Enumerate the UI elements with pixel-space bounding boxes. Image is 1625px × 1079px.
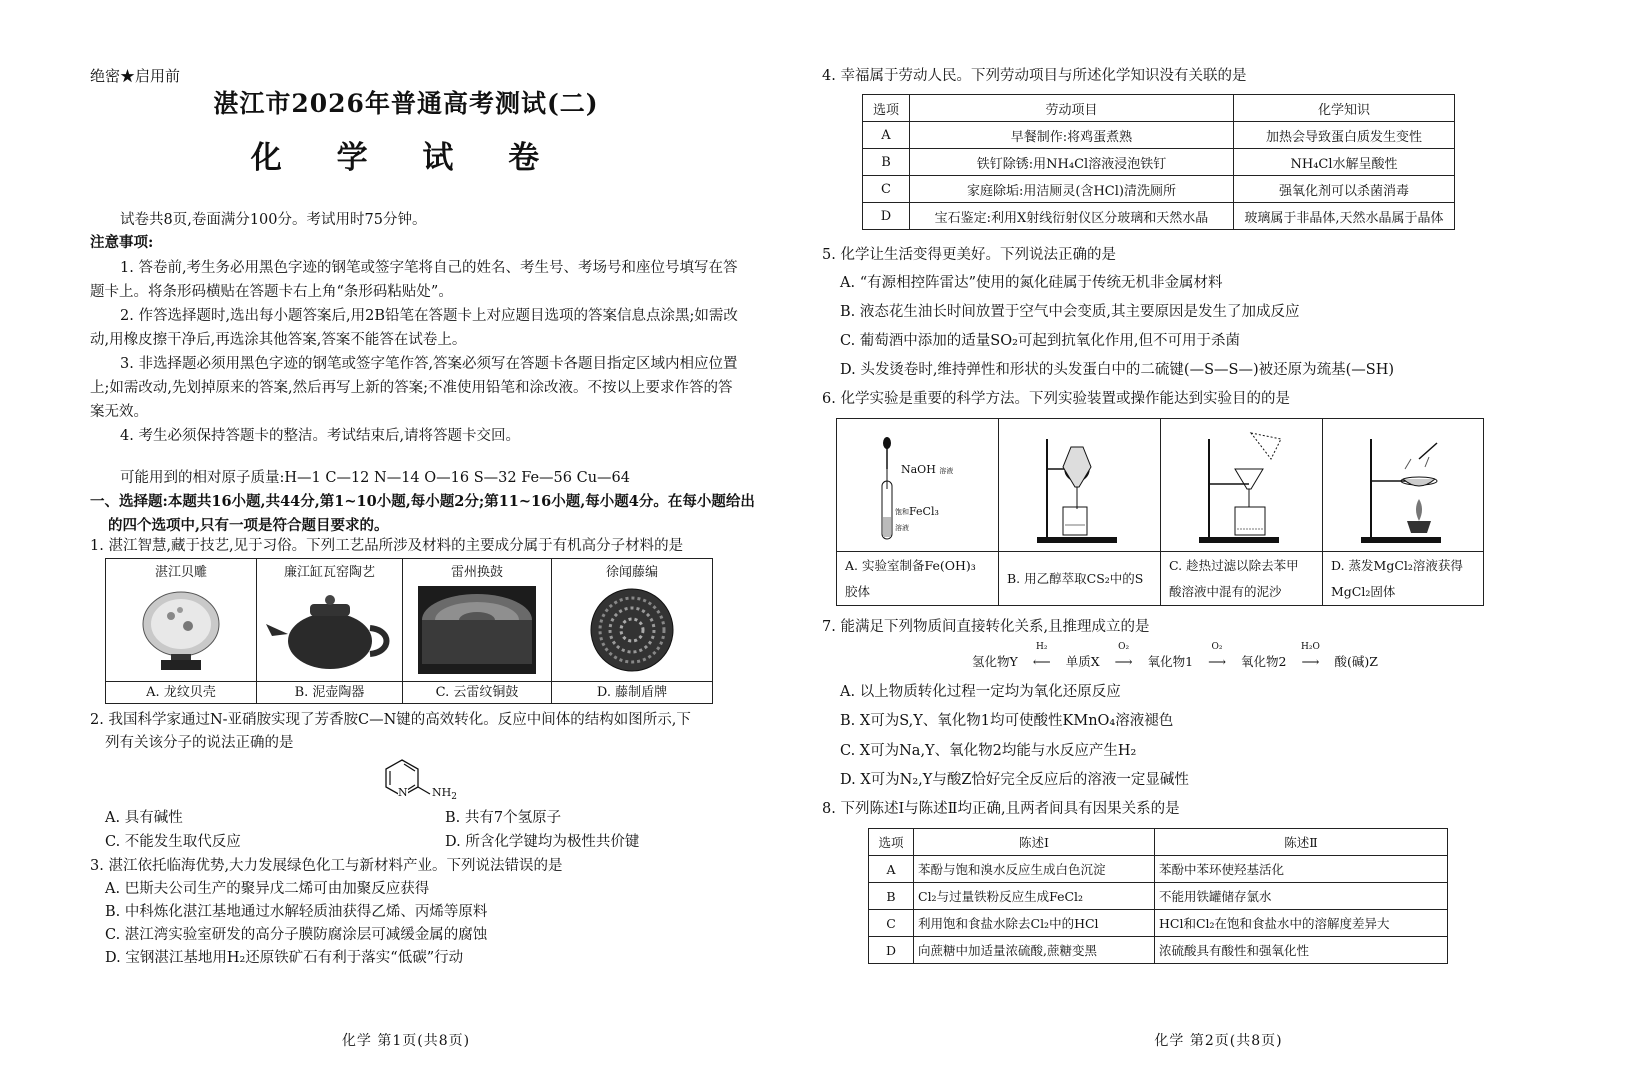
fecl3-solution-label: 溶液 xyxy=(895,524,909,532)
q7-option-c: C. X可为Na,Y、氧化物2均能与水反应产生H₂ xyxy=(840,743,1137,759)
separatory-funnel-icon xyxy=(1017,429,1147,547)
q8-row: B Cl₂与过量铁粉反应生成FeCl₂ 不能用铁罐储存氯水 xyxy=(869,883,1448,910)
q3-option-a: A. 巴斯夫公司生产的聚异戊二烯可由加聚反应获得 xyxy=(105,881,430,897)
q2-stem-line1: 2. 我国科学家通过N-亚硝胺实现了芳香胺C—N键的高效转化。反应中间体的结构如图所示,下 xyxy=(90,712,691,728)
fecl3-label: FeCl₃ xyxy=(909,505,939,518)
left-page-footer: 化学 第1页(共8页) xyxy=(341,1033,471,1049)
q4-row: C 家庭除垢:用洁厕灵(含HCl)清洗厕所 强氧化剂可以杀菌消毒 xyxy=(863,176,1455,203)
atomic-masses: 可能用到的相对原子质量:H—1 C—12 N—14 O—16 S—32 Fe—56 Cu—64 xyxy=(120,470,630,486)
q5-option-d: D. 头发烫卷时,维持弹性和形状的头发蛋白中的二硫键(—S—S—)被还原为巯基(—SH) xyxy=(840,362,1395,378)
q8-row: C 利用饱和食盐水除去Cl₂中的HCl HCl和Cl₂在饱和食盐水中的溶解度差异大 xyxy=(869,910,1448,937)
q8-header-cell: 选项 xyxy=(869,829,914,856)
q7-option-a: A. 以上物质转化过程一定均为氧化还原反应 xyxy=(840,684,1121,700)
q1-item-c xyxy=(403,559,552,703)
q4-header-cell: 选项 xyxy=(863,95,910,122)
q1-option-d: D. 藤制盾牌 xyxy=(552,681,712,703)
q4-row: B 铁钉除锈:用NH₄Cl溶液浸泡铁钉 NH₄Cl水解呈酸性 xyxy=(863,149,1455,176)
q1-stem: 1. 湛江智慧,藏于技艺,见于习俗。下列工艺品所涉及材料的主要成分属于有机高分子材料的是 xyxy=(90,538,684,554)
note-1: 1. 答卷前,考生务必用黑色字迹的钢笔或签字笔将自己的姓名、考生号、考场号和座位号填写在答题卡上。将条形码横贴在答题卡右上角“条形码粘贴处”。 xyxy=(90,260,738,300)
evaporation-setup-icon xyxy=(1341,429,1471,547)
q1-item-title: 徐闻藤编 xyxy=(605,565,658,580)
confidential-label: 绝密★启用前 xyxy=(90,67,181,85)
q8-header-cell: 陈述Ⅰ xyxy=(914,829,1155,856)
right-page xyxy=(812,0,1625,1079)
q4-row: D 宝石鉴定:利用X射线衍射仪区分玻璃和天然水晶 玻璃属于非晶体,天然水晶属于晶体 xyxy=(863,203,1455,230)
exam-summary: 试卷共8页,卷面满分100分。考试用时75分钟。 xyxy=(120,212,427,228)
q4-table xyxy=(862,94,1455,230)
q1-crafts-table xyxy=(105,558,713,704)
subject-title: 化 学 试 卷 xyxy=(250,140,562,176)
q3-stem: 3. 湛江依托临海优势,大力发展绿色化工与新材料产业。下列说法错误的是 xyxy=(90,858,563,874)
q1-item-title: 廉江缸瓦窑陶艺 xyxy=(283,565,375,580)
filtration-setup-icon xyxy=(1179,429,1309,547)
q5-option-c: C. 葡萄酒中添加的适量SO₂可起到抗氧化作用,但不可用于杀菌 xyxy=(840,333,1241,349)
q1-item-title: 湛江贝雕 xyxy=(154,565,207,580)
rattan-shield-image xyxy=(588,586,676,674)
note-3: 3. 非选择题必须用黑色字迹的钢笔或签字笔作答,答案必须写在答题卡各题目指定区域内相应位置上;如需改动,先划掉原来的答案,然后再写上新的答案;不准使用铅笔和涂改液。不按以上要求作答的答案无效。 xyxy=(90,356,738,420)
q5-stem: 5. 化学让生活变得更美好。下列说法正确的是 xyxy=(822,247,1116,263)
bronze-drum-image xyxy=(418,586,536,674)
q2-option-b: B. 共有7个氢原子 xyxy=(445,810,562,826)
test-tube-dropper-icon xyxy=(857,429,987,547)
q5-option-b: B. 液态花生油长时间放置于空气中会变质,其主要原因是发生了加成反应 xyxy=(840,304,1300,320)
q2-option-a: A. 具有碱性 xyxy=(105,810,183,826)
q1-item-b xyxy=(257,559,403,703)
q1-item-d xyxy=(552,559,712,703)
q8-stem: 8. 下列陈述Ⅰ与陈述Ⅱ均正确,且两者间具有因果关系的是 xyxy=(822,801,1180,817)
notes-heading: 注意事项: xyxy=(90,234,154,251)
q1-option-b: B. 泥壶陶器 xyxy=(257,681,402,703)
q8-table xyxy=(868,828,1448,964)
q6-apparatus-table xyxy=(836,418,1484,606)
q3-option-d: D. 宝钢湛江基地用H₂还原铁矿石有利于落实“低碳”行动 xyxy=(105,950,464,966)
right-page-footer: 化学 第2页(共8页) xyxy=(1154,1033,1283,1049)
q7-conversion-chain: 氢化物Y H₂ ⟵ 单质X O₂ ⟶ 氧化物1 O₂ ⟶ 氧化物2 H₂O ⟶ 酸(碱)Z xyxy=(972,642,1378,669)
q6-option-b: B. 用乙醇萃取CS₂中的S xyxy=(1007,571,1144,586)
q1-item-title: 雷州换鼓 xyxy=(450,565,503,580)
q3-option-c: C. 湛江湾实验室研发的高分子膜防腐涂层可减缓金属的腐蚀 xyxy=(105,927,488,943)
q1-item-a xyxy=(106,559,257,703)
q6-option-d: D. 蒸发MgCl₂溶液获得 MgCl₂固体 xyxy=(1331,558,1463,599)
exam-title: 湛江市2026年普通高考测试(二) xyxy=(213,89,599,118)
naoh-label: NaOH 溶液 xyxy=(901,463,954,476)
note-4: 4. 考生必须保持答题卡的整洁。考试结束后,请将答题卡交回。 xyxy=(120,428,521,444)
q5-option-a: A. “有源相控阵雷达”使用的氮化硅属于传统无机非金属材料 xyxy=(840,275,1223,291)
left-page xyxy=(0,0,812,1079)
q7-stem: 7. 能满足下列物质间直接转化关系,且推理成立的是 xyxy=(822,619,1150,635)
q6-stem: 6. 化学实验是重要的科学方法。下列实验装置或操作能达到实验目的的是 xyxy=(822,391,1290,407)
structure-nh2-label: $NH_2$ xyxy=(432,786,457,803)
q7-option-d: D. X可为N₂,Y与酸Z恰好完全反应后的溶液一定显碱性 xyxy=(840,772,1189,788)
q8-row: D 向蔗糖中加适量浓硫酸,蔗糖变黑 浓硫酸具有酸性和强氧化性 xyxy=(869,937,1448,964)
q4-stem: 4. 幸福属于劳动人民。下列劳动项目与所述化学知识没有关联的是 xyxy=(822,68,1247,84)
q8-row: A 苯酚与饱和溴水反应生成白色沉淀 苯酚中苯环使羟基活化 xyxy=(869,856,1448,883)
note-2: 2. 作答选择题时,选出每小题答案后,用2B铅笔在答题卡上对应题目选项的答案信息点涂黑;如需改动,用橡皮擦干净后,再选涂其他答案,答案不能答在试卷上。 xyxy=(90,308,738,348)
shell-carving-image xyxy=(136,586,226,676)
q7-option-b: B. X可为S,Y、氧化物1均可使酸性KMnO₄溶液褪色 xyxy=(840,713,1174,729)
q4-header-cell: 化学知识 xyxy=(1234,95,1455,122)
teapot-image xyxy=(264,586,396,674)
q4-row: A 早餐制作:将鸡蛋煮熟 加热会导致蛋白质发生变性 xyxy=(863,122,1455,149)
q6-option-c: C. 趁热过滤以除去苯甲 酸溶液中混有的泥沙 xyxy=(1169,558,1299,599)
q8-header-cell: 陈述Ⅱ xyxy=(1155,829,1448,856)
q6-option-a: A. 实验室制备Fe(OH)₃ 胶体 xyxy=(845,558,976,599)
q1-option-c: C. 云雷纹铜鼓 xyxy=(403,681,551,703)
fecl3-prefix-label: 饱和 xyxy=(895,508,909,516)
section-heading: 一、选择题:本题共16小题,共44分,第1~10小题,每小题2分;第11~16小题,每小题4分。在每小题给出的四个选项中,只有一项是符合题目要求的。 xyxy=(90,493,755,534)
q2-option-d: D. 所含化学键均为极性共价键 xyxy=(445,834,640,850)
q2-stem-line2: 列有关该分子的说法正确的是 xyxy=(105,735,294,751)
q3-option-b: B. 中科炼化湛江基地通过水解轻质油获得乙烯、丙烯等原料 xyxy=(105,904,488,920)
structure-n-label: N xyxy=(398,786,408,799)
q1-option-a: A. 龙纹贝壳 xyxy=(106,681,256,703)
q4-header-cell: 劳动项目 xyxy=(910,95,1234,122)
q2-option-c: C. 不能发生取代反应 xyxy=(105,834,241,850)
